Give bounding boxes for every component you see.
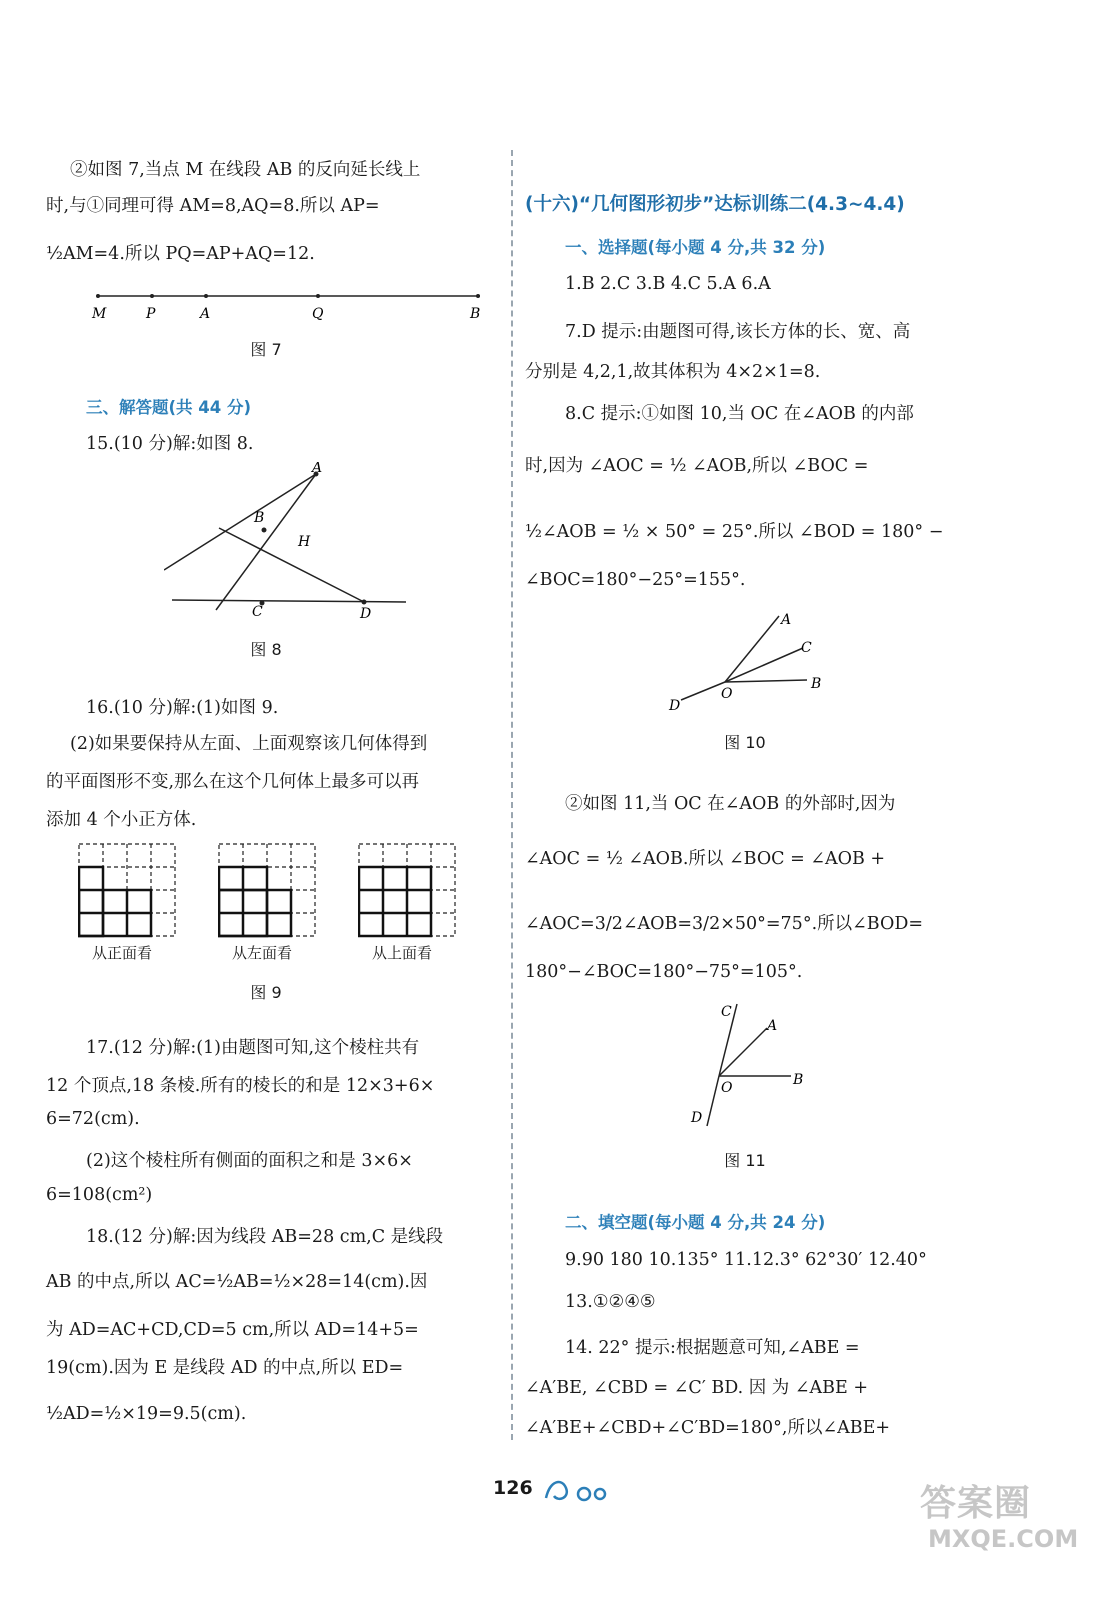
q8-line: ∠BOC=180°−25°=155°.	[525, 570, 746, 590]
point-m	[96, 294, 100, 298]
section-1-heading: 一、选择题(每小题 4 分,共 32 分)	[565, 238, 826, 257]
q17-line: 6=72(cm).	[46, 1109, 140, 1129]
label-b: B	[254, 510, 265, 526]
label-d: D	[360, 606, 372, 622]
figure-10-caption: 图 10	[724, 733, 766, 752]
q15-line: 15.(10 分)解:如图 8.	[86, 434, 254, 454]
ray-od	[681, 682, 725, 700]
figure-8-diagram	[164, 462, 414, 622]
label-b: B	[793, 1072, 804, 1088]
label-q: Q	[312, 306, 324, 322]
ray-oa	[725, 616, 779, 682]
section-3-heading: 三、解答题(共 44 分)	[86, 398, 252, 417]
ray-ob	[725, 680, 807, 682]
decorative-ornament-icon	[540, 1474, 616, 1506]
label-c: C	[801, 640, 812, 656]
watermark-logo: 答案圈	[920, 1483, 1032, 1524]
left-view-label: 从左面看	[232, 944, 293, 962]
q18-line: AB 的中点,所以 AC=½AB=½×28=14(cm).因	[46, 1272, 428, 1292]
q16-line: 添加 4 个小正方体.	[46, 810, 197, 830]
label-o: O	[721, 686, 733, 702]
figure-11-caption: 图 11	[724, 1151, 766, 1170]
q7-line: 7.D 提示:由题图可得,该长方体的长、宽、高	[565, 322, 911, 342]
label-p: P	[146, 306, 156, 322]
q8b-line: ∠AOC = ½ ∠AOB.所以 ∠BOC = ∠AOB +	[525, 849, 886, 869]
label-o: O	[721, 1080, 733, 1096]
line-cd	[172, 600, 406, 602]
point-d	[362, 600, 367, 605]
q17-line: 6=108(cm²)	[46, 1185, 153, 1205]
q16-line: (2)如果要保持从左面、上面观察该几何体得到	[70, 734, 428, 754]
ray-oc	[725, 648, 803, 682]
q8-line: ½∠AOB = ½ × 50° = 25°.所以 ∠BOD = 180° −	[525, 522, 944, 542]
ray-oa	[719, 1028, 767, 1076]
section-2-heading: 二、填空题(每小题 4 分,共 24 分)	[565, 1213, 826, 1232]
figure-9-caption: 图 9	[250, 983, 282, 1002]
q14-line: ∠A′BE, ∠CBD = ∠C′ BD. 因 为 ∠ABE +	[525, 1378, 869, 1398]
ray-od	[707, 1076, 719, 1126]
q17-line: 12 个顶点,18 条棱.所有的棱长的和是 12×3+6×	[46, 1076, 435, 1096]
label-b: B	[470, 306, 481, 322]
figure-11-diagram	[685, 998, 815, 1132]
label-c: C	[721, 1004, 732, 1020]
point-p	[150, 294, 154, 298]
label-d: D	[669, 698, 681, 714]
text-line: 时,与①同理可得 AM=8,AQ=8.所以 AP=	[46, 196, 380, 216]
text-line: ②如图 7,当点 M 在线段 AB 的反向延长线上	[70, 160, 421, 180]
figure-8-caption: 图 8	[250, 640, 282, 659]
answers-line: 1.B 2.C 3.B 4.C 5.A 6.A	[565, 274, 771, 294]
label-h: H	[298, 534, 311, 550]
point-a	[204, 294, 208, 298]
top-view-label: 从上面看	[372, 944, 433, 962]
q18-line: ½AD=½×19=9.5(cm).	[46, 1404, 247, 1424]
label-a: A	[781, 612, 792, 628]
q16-line: 16.(10 分)解:(1)如图 9.	[86, 698, 279, 718]
top-view-grid	[358, 843, 458, 939]
q14-line: 14. 22° 提示:根据题意可知,∠ABE =	[565, 1338, 860, 1358]
text-line: ½AM=4.所以 PQ=AP+AQ=12.	[46, 244, 315, 264]
figure-7-caption: 图 7	[250, 340, 282, 359]
front-view-grid	[78, 843, 178, 939]
label-a: A	[312, 462, 323, 476]
section-title: (十六)“几何图形初步”达标训练二(4.3~4.4)	[525, 194, 905, 215]
q8b-line: 180°−∠BOC=180°−75°=105°.	[525, 962, 803, 982]
answers-line: 9.90 180 10.135° 11.12.3° 62°30′ 12.40°	[565, 1250, 927, 1270]
left-view-grid	[218, 843, 318, 939]
q17-line: 17.(12 分)解:(1)由题图可知,这个棱柱共有	[86, 1038, 420, 1058]
watermark-url: MXQE.COM	[928, 1525, 1079, 1553]
q16-line: 的平面图形不变,那么在这个几何体上最多可以再	[46, 772, 420, 792]
q14-line: ∠A′BE+∠CBD+∠C′BD=180°,所以∠ABE+	[525, 1418, 891, 1438]
point-q	[316, 294, 320, 298]
q18-line: 19(cm).因为 E 是线段 AD 的中点,所以 ED=	[46, 1358, 404, 1378]
front-view-label: 从正面看	[92, 944, 153, 962]
label-b: B	[811, 676, 822, 692]
label-c: C	[252, 604, 263, 620]
column-divider	[511, 150, 513, 1440]
point-b	[262, 528, 267, 533]
q8b-line: ②如图 11,当 OC 在∠AOB 的外部时,因为	[565, 794, 896, 814]
point-b	[476, 294, 480, 298]
label-a: A	[767, 1018, 778, 1034]
q7-line: 分别是 4,2,1,故其体积为 4×2×1=8.	[525, 362, 821, 382]
line-ab	[164, 474, 316, 570]
q18-line: 18.(12 分)解:因为线段 AB=28 cm,C 是线段	[86, 1227, 444, 1247]
q17-line: (2)这个棱柱所有侧面的面积之和是 3×6×	[86, 1151, 413, 1171]
q18-line: 为 AD=AC+CD,CD=5 cm,所以 AD=14+5=	[46, 1320, 419, 1340]
label-m: M	[92, 306, 107, 322]
label-a: A	[200, 306, 211, 322]
line-bd	[219, 528, 364, 602]
q8-line: 时,因为 ∠AOC = ½ ∠AOB,所以 ∠BOC =	[525, 456, 869, 476]
page-number: 126	[493, 1477, 533, 1499]
q8b-line: ∠AOC=3/2∠AOB=3/2×50°=75°.所以∠BOD=	[525, 914, 924, 934]
figure-7-diagram	[90, 288, 490, 328]
label-d: D	[691, 1110, 703, 1126]
q13-line: 13.①②④⑤	[565, 1292, 656, 1312]
q8-line: 8.C 提示:①如图 10,当 OC 在∠AOB 的内部	[565, 404, 914, 424]
figure-10-diagram	[665, 608, 835, 718]
